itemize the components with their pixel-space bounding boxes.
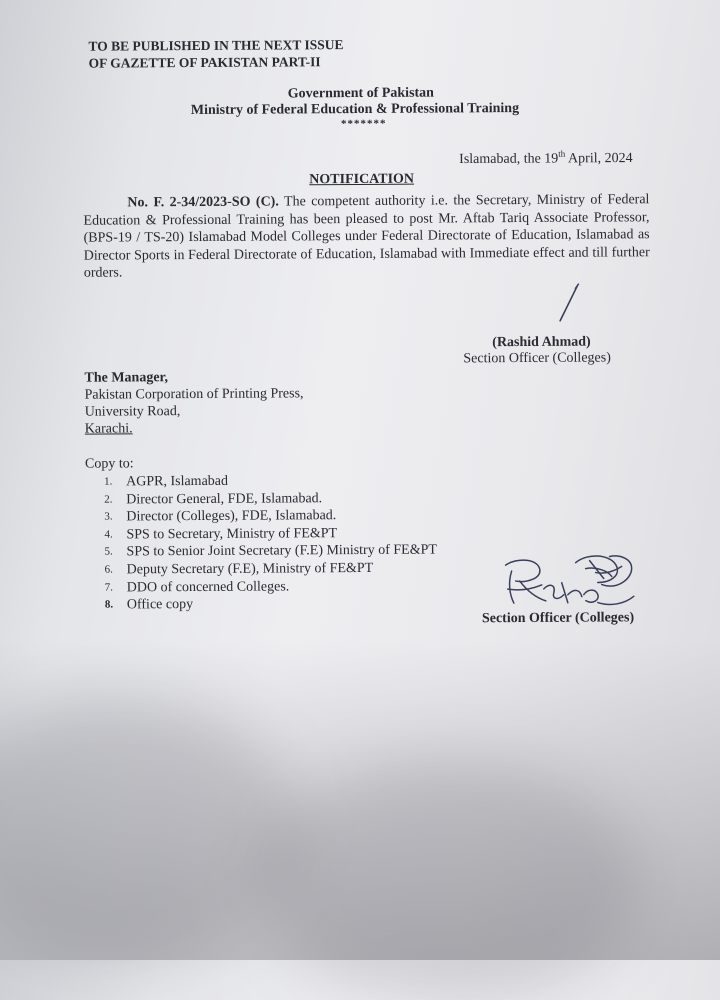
notification-title: NOTIFICATION xyxy=(309,171,415,188)
list-item-text: Deputy Secretary (F.E), Ministry of FE&PT xyxy=(126,560,374,578)
list-item-text: SPS to Secretary, Ministry of FE&PT xyxy=(126,525,338,543)
list-item-number: 4. xyxy=(104,528,113,541)
heading-separator: ******* xyxy=(340,117,387,131)
list-item xyxy=(104,507,436,527)
date-superscript: th xyxy=(558,148,566,159)
list-item xyxy=(104,489,436,509)
list-item-text: SPS to Senior Joint Secretary (F.E) Ministry of FE&PT xyxy=(126,542,437,560)
gazette-instruction xyxy=(88,36,343,72)
list-item-text: DDO of concerned Colleges. xyxy=(126,579,290,595)
copy-to-label: Copy to: xyxy=(84,456,134,472)
addressee-line-4: Karachi. xyxy=(84,421,133,437)
list-item-number: 8. xyxy=(104,598,114,611)
list-item-number: 6. xyxy=(104,563,113,576)
signature-mark xyxy=(552,281,592,331)
list-item-number: 1. xyxy=(104,475,113,488)
date-prefix: Islamabad, the 19 xyxy=(459,151,559,168)
addressee-line-2: Pakistan Corporation of Printing Press, xyxy=(84,386,304,403)
addressee-line-3: University Road, xyxy=(84,404,181,420)
notification-text: The competent authority i.e. the Secretary, Ministry of Federal Education & Professional Training has been pleased to post Mr. Aftab Tariq Associate Professor, (BPS-19 / TS-20) Islamabad Model Colleges under Federal Directorate of Education, Islamabad as Director Sports in Federal Directorate of Education, Islamabad with Immediate effect and till further orders. xyxy=(83,192,650,281)
addressee-line-1: The Manager, xyxy=(84,370,169,386)
addressee-block xyxy=(84,368,303,437)
list-item-number: 5. xyxy=(104,545,113,558)
gazette-line-2: OF GAZETTE OF PAKISTAN PART-II xyxy=(88,54,321,71)
list-item xyxy=(105,595,437,615)
signatory-title: Section Officer (Colleges) xyxy=(463,350,611,367)
government-heading: Government of Pakistan xyxy=(287,85,435,102)
gazette-line-1: TO BE PUBLISHED IN THE NEXT ISSUE xyxy=(88,37,344,54)
list-item-text: Office copy xyxy=(126,597,194,613)
signatory-name: (Rashid Ahmad) xyxy=(492,334,591,351)
list-item-text: Director General, FDE, Islamabad. xyxy=(126,490,323,508)
issue-date xyxy=(459,148,633,168)
list-item-number: 7. xyxy=(104,581,114,594)
list-item xyxy=(104,472,436,492)
list-item xyxy=(105,560,437,580)
list-item-text: Director (Colleges), FDE, Islamabad. xyxy=(126,508,337,525)
list-item xyxy=(104,524,436,544)
footer-signatory-title: Section Officer (Colleges) xyxy=(481,610,635,627)
date-suffix: April, 2024 xyxy=(565,150,633,167)
notification-number: No. F. 2-34/2023-SO (C). xyxy=(127,194,279,211)
handwritten-signature xyxy=(498,548,648,619)
list-item-number: 2. xyxy=(104,493,113,506)
copy-to-list xyxy=(104,472,437,615)
list-item xyxy=(105,577,437,597)
ministry-heading: Ministry of Federal Education & Professional Training xyxy=(190,101,520,119)
list-item xyxy=(104,542,436,562)
list-item-text: AGPR, Islamabad xyxy=(126,473,229,490)
list-item-number: 3. xyxy=(104,510,113,523)
notification-body xyxy=(83,191,650,282)
